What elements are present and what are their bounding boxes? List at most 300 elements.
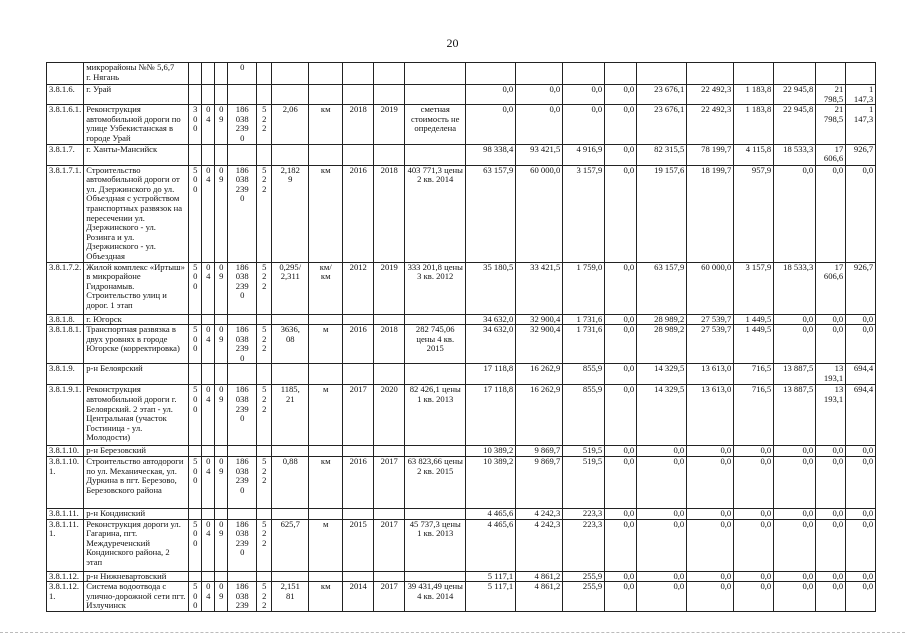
code-part-c <box>215 85 228 105</box>
capacity-cell: 0,295/ 2,311 <box>272 262 309 314</box>
capacity-cell <box>272 509 309 520</box>
value-cell: 32 900,4 <box>516 314 563 325</box>
code-part-d <box>228 571 257 582</box>
value-cell: 0,0 <box>816 314 846 325</box>
start-year-cell: 2016 <box>343 165 374 262</box>
end-year-cell <box>374 509 405 520</box>
end-year-cell: 2018 <box>374 325 405 364</box>
code-part-c: 0 9 <box>215 105 228 144</box>
code-part-e <box>257 364 272 385</box>
value-cell: 0,0 <box>846 325 876 364</box>
value-cell: 0,0 <box>816 165 846 262</box>
end-year-cell <box>374 85 405 105</box>
value-cell: 27 539,7 <box>687 325 734 364</box>
code-part-d: 0 <box>228 63 257 85</box>
unit-cell: км <box>309 582 343 612</box>
unit-cell <box>309 571 343 582</box>
code-part-e <box>257 571 272 582</box>
capacity-cell <box>272 571 309 582</box>
estimated-cost-cell <box>405 571 466 582</box>
code-part-a: 5 0 0 <box>189 385 202 446</box>
estimated-cost-cell <box>405 85 466 105</box>
value-cell: 0,0 <box>563 85 605 105</box>
unit-cell: м <box>309 385 343 446</box>
unit-cell <box>309 364 343 385</box>
unit-cell <box>309 144 343 165</box>
estimated-cost-cell <box>405 63 466 85</box>
value-cell: 0,0 <box>605 571 637 582</box>
scan-edge <box>0 632 905 633</box>
table-row <box>47 165 876 262</box>
value-cell: 0,0 <box>816 519 846 571</box>
investment-table <box>46 62 876 612</box>
value-cell <box>734 63 774 85</box>
value-cell: 18 533,3 <box>774 262 816 314</box>
code-part-a <box>189 314 202 325</box>
start-year-cell <box>343 364 374 385</box>
value-cell: 0,0 <box>516 105 563 144</box>
value-cell: 0,0 <box>774 325 816 364</box>
value-cell: 716,5 <box>734 364 774 385</box>
value-cell: 0,0 <box>466 105 516 144</box>
value-cell: 0,0 <box>637 446 687 457</box>
code-part-d: 186 038 239 0 <box>228 105 257 144</box>
value-cell: 926,7 <box>846 144 876 165</box>
value-cell: 694,4 <box>846 364 876 385</box>
value-cell: 0,0 <box>846 457 876 509</box>
start-year-cell: 2016 <box>343 325 374 364</box>
value-cell: 0,0 <box>734 571 774 582</box>
code-part-b: 0 4 <box>202 385 215 446</box>
value-cell: 13 193,1 <box>816 364 846 385</box>
value-cell: 9 869,7 <box>516 457 563 509</box>
value-cell: 0,0 <box>816 571 846 582</box>
value-cell <box>516 63 563 85</box>
value-cell: 0,0 <box>774 165 816 262</box>
code-part-b: 0 4 <box>202 165 215 262</box>
value-cell: 0,0 <box>605 385 637 446</box>
value-cell: 0,0 <box>516 85 563 105</box>
page-number: 20 <box>446 36 459 50</box>
value-cell: 18 533,3 <box>774 144 816 165</box>
end-year-cell: 2018 <box>374 165 405 262</box>
value-cell: 10 389,2 <box>466 457 516 509</box>
table-row <box>47 519 876 571</box>
code-part-b: 0 4 <box>202 105 215 144</box>
code-part-c: 0 9 <box>215 457 228 509</box>
code-part-a: 5 0 0 <box>189 325 202 364</box>
start-year-cell <box>343 85 374 105</box>
code-part-d <box>228 509 257 520</box>
value-cell: 0,0 <box>774 446 816 457</box>
code-part-b <box>202 571 215 582</box>
code-part-a: 3 0 0 <box>189 105 202 144</box>
value-cell: 519,5 <box>563 446 605 457</box>
value-cell: 926,7 <box>846 262 876 314</box>
value-cell: 0,0 <box>734 457 774 509</box>
code-part-c <box>215 144 228 165</box>
code-part-c <box>215 63 228 85</box>
code-part-e: 5 2 2 <box>257 105 272 144</box>
code-part-d: 186 038 239 <box>228 582 257 612</box>
value-cell: 0,0 <box>846 165 876 262</box>
value-cell: 16 262,9 <box>516 385 563 446</box>
value-cell: 223,3 <box>563 509 605 520</box>
code-part-a: 5 0 0 <box>189 519 202 571</box>
value-cell: 0,0 <box>637 582 687 612</box>
value-cell: 0,0 <box>637 457 687 509</box>
value-cell: 0,0 <box>605 364 637 385</box>
code-part-d: 186 038 239 0 <box>228 519 257 571</box>
start-year-cell <box>343 144 374 165</box>
value-cell: 0,0 <box>637 519 687 571</box>
code-part-c: 0 9 <box>215 325 228 364</box>
row-name: Реконструкция автомобильной дороги по улице Узбекистанская в городе Урай <box>84 105 189 144</box>
value-cell: 13 613,0 <box>687 364 734 385</box>
code-part-d <box>228 364 257 385</box>
code-part-d: 186 038 239 0 <box>228 457 257 509</box>
code-part-c: 0 9 <box>215 519 228 571</box>
value-cell: 3 157,9 <box>734 262 774 314</box>
value-cell: 14 329,5 <box>637 385 687 446</box>
capacity-cell <box>272 144 309 165</box>
code-part-b: 0 4 <box>202 519 215 571</box>
value-cell <box>563 63 605 85</box>
value-cell: 17 606,6 <box>816 262 846 314</box>
value-cell: 255,9 <box>563 582 605 612</box>
unit-cell: км <box>309 165 343 262</box>
code-part-c <box>215 571 228 582</box>
row-name: Строительство автомобильной дороги от ул. Дзержинского до ул. Объездная с устройством транспортных развязок на пересечении ул. Дзержинского - ул. Розинга и ул. Дзержинского - ул. Объездная <box>84 165 189 262</box>
estimated-cost-cell: сметная стоимость не определена <box>405 105 466 144</box>
row-name: р-н Березовский <box>84 446 189 457</box>
value-cell: 957,9 <box>734 165 774 262</box>
start-year-cell: 2014 <box>343 582 374 612</box>
row-code: 3.8.1.9. <box>47 364 84 385</box>
value-cell: 1 449,5 <box>734 325 774 364</box>
value-cell: 0,0 <box>605 582 637 612</box>
value-cell: 0,0 <box>774 457 816 509</box>
value-cell: 3 157,9 <box>563 165 605 262</box>
estimated-cost-cell: 63 823,66 цены 2 кв. 2015 <box>405 457 466 509</box>
table-row <box>47 364 876 385</box>
value-cell: 855,9 <box>563 385 605 446</box>
table-row <box>47 314 876 325</box>
code-part-b: 0 4 <box>202 582 215 612</box>
code-part-e <box>257 314 272 325</box>
code-part-e: 5 2 2 <box>257 325 272 364</box>
value-cell: 28 989,2 <box>637 325 687 364</box>
value-cell: 855,9 <box>563 364 605 385</box>
value-cell: 4 861,2 <box>516 582 563 612</box>
table-row <box>47 325 876 364</box>
value-cell: 63 157,9 <box>637 262 687 314</box>
value-cell: 63 157,9 <box>466 165 516 262</box>
row-name: р-н Нижневартовский <box>84 571 189 582</box>
start-year-cell: 2015 <box>343 519 374 571</box>
end-year-cell: 2017 <box>374 457 405 509</box>
value-cell: 0,0 <box>774 509 816 520</box>
value-cell: 17 606,6 <box>816 144 846 165</box>
table-row <box>47 457 876 509</box>
code-part-d <box>228 144 257 165</box>
row-name: р-н Кондинский <box>84 509 189 520</box>
value-cell <box>466 63 516 85</box>
row-name: Реконструкция дороги ул. Гагарина, пгт. Междуреченский Кондинского района, 2 этап <box>84 519 189 571</box>
value-cell: 13 887,5 <box>774 364 816 385</box>
end-year-cell <box>374 446 405 457</box>
start-year-cell <box>343 509 374 520</box>
code-part-c: 0 9 <box>215 262 228 314</box>
value-cell <box>774 63 816 85</box>
code-part-e <box>257 144 272 165</box>
row-code: 3.8.1.10. <box>47 446 84 457</box>
code-part-a: 5 0 0 <box>189 262 202 314</box>
table-row <box>47 509 876 520</box>
code-part-b <box>202 364 215 385</box>
code-part-b <box>202 509 215 520</box>
value-cell: 33 421,5 <box>516 262 563 314</box>
value-cell: 22 945,8 <box>774 85 816 105</box>
value-cell: 5 117,1 <box>466 571 516 582</box>
end-year-cell: 2019 <box>374 105 405 144</box>
estimated-cost-cell <box>405 314 466 325</box>
value-cell: 0,0 <box>687 519 734 571</box>
row-name: г. Югорск <box>84 314 189 325</box>
code-part-a: 5 0 0 <box>189 457 202 509</box>
unit-cell: км <box>309 105 343 144</box>
value-cell: 23 676,1 <box>637 85 687 105</box>
start-year-cell: 2017 <box>343 385 374 446</box>
table-row <box>47 144 876 165</box>
capacity-cell <box>272 446 309 457</box>
code-part-a <box>189 571 202 582</box>
value-cell: 27 539,7 <box>687 314 734 325</box>
code-part-e: 5 2 2 <box>257 165 272 262</box>
value-cell: 13 193,1 <box>816 385 846 446</box>
value-cell: 0,0 <box>605 509 637 520</box>
value-cell: 0,0 <box>846 519 876 571</box>
estimated-cost-cell <box>405 364 466 385</box>
value-cell: 4 916,9 <box>563 144 605 165</box>
row-name: р-н Белоярский <box>84 364 189 385</box>
value-cell: 0,0 <box>637 571 687 582</box>
value-cell: 0,0 <box>466 85 516 105</box>
value-cell: 9 869,7 <box>516 446 563 457</box>
code-part-b <box>202 85 215 105</box>
value-cell: 1 147,3 <box>846 85 876 105</box>
value-cell: 0,0 <box>687 582 734 612</box>
value-cell: 0,0 <box>734 519 774 571</box>
end-year-cell: 2017 <box>374 582 405 612</box>
value-cell: 1 449,5 <box>734 314 774 325</box>
value-cell: 0,0 <box>605 105 637 144</box>
value-cell: 0,0 <box>734 446 774 457</box>
value-cell: 0,0 <box>816 446 846 457</box>
value-cell: 0,0 <box>816 325 846 364</box>
value-cell: 0,0 <box>605 144 637 165</box>
row-code: 3.8.1.8. <box>47 314 84 325</box>
code-part-b: 0 4 <box>202 262 215 314</box>
code-part-d: 186 038 239 0 <box>228 165 257 262</box>
start-year-cell: 2016 <box>343 457 374 509</box>
value-cell: 0,0 <box>846 509 876 520</box>
value-cell: 0,0 <box>846 446 876 457</box>
value-cell: 17 118,8 <box>466 385 516 446</box>
capacity-cell: 2,151 81 <box>272 582 309 612</box>
end-year-cell: 2019 <box>374 262 405 314</box>
code-part-a <box>189 144 202 165</box>
value-cell <box>605 63 637 85</box>
value-cell: 5 117,1 <box>466 582 516 612</box>
row-code: 3.8.1.7.2. <box>47 262 84 314</box>
value-cell: 0,0 <box>774 582 816 612</box>
row-name: микрорайоны №№ 5,6,7 г. Нягань <box>84 63 189 85</box>
value-cell: 10 389,2 <box>466 446 516 457</box>
value-cell: 4 465,6 <box>466 519 516 571</box>
value-cell: 1 183,8 <box>734 85 774 105</box>
value-cell: 4 242,3 <box>516 509 563 520</box>
table-row <box>47 582 876 612</box>
value-cell: 1 183,8 <box>734 105 774 144</box>
value-cell: 0,0 <box>605 325 637 364</box>
row-code: 3.8.1.12. <box>47 571 84 582</box>
value-cell: 0,0 <box>846 571 876 582</box>
value-cell: 4 861,2 <box>516 571 563 582</box>
capacity-cell: 2,06 <box>272 105 309 144</box>
row-code: 3.8.1.8.1. <box>47 325 84 364</box>
capacity-cell <box>272 63 309 85</box>
value-cell: 1 731,6 <box>563 325 605 364</box>
estimated-cost-cell: 333 201,8 цены 3 кв. 2012 <box>405 262 466 314</box>
value-cell: 0,0 <box>605 85 637 105</box>
value-cell: 0,0 <box>687 446 734 457</box>
capacity-cell: 625,7 <box>272 519 309 571</box>
capacity-cell <box>272 314 309 325</box>
row-code: 3.8.1.12. 1. <box>47 582 84 612</box>
unit-cell <box>309 509 343 520</box>
code-part-a: 5 0 0 <box>189 165 202 262</box>
value-cell: 13 613,0 <box>687 385 734 446</box>
table-row <box>47 385 876 446</box>
value-cell: 23 676,1 <box>637 105 687 144</box>
row-name: Транспортная развязка в двух уровнях в городе Югорске (корректировка) <box>84 325 189 364</box>
row-code: 3.8.1.9.1. <box>47 385 84 446</box>
start-year-cell <box>343 314 374 325</box>
value-cell: 82 315,5 <box>637 144 687 165</box>
value-cell: 0,0 <box>774 571 816 582</box>
estimated-cost-cell <box>405 509 466 520</box>
code-part-c <box>215 446 228 457</box>
code-part-e: 5 2 2 <box>257 582 272 612</box>
code-part-a <box>189 63 202 85</box>
value-cell: 1 147,3 <box>846 105 876 144</box>
estimated-cost-cell: 39 431,49 цены 4 кв. 2014 <box>405 582 466 612</box>
row-code: 3.8.1.10. 1. <box>47 457 84 509</box>
code-part-e: 5 2 2 <box>257 262 272 314</box>
row-code <box>47 63 84 85</box>
row-name: Система водоотвода с улично-дорожной сети пгт. Излучинск <box>84 582 189 612</box>
end-year-cell: 2020 <box>374 385 405 446</box>
row-code: 3.8.1.11. <box>47 509 84 520</box>
code-part-c: 0 9 <box>215 582 228 612</box>
value-cell: 4 242,3 <box>516 519 563 571</box>
value-cell: 0,0 <box>846 582 876 612</box>
value-cell: 35 180,5 <box>466 262 516 314</box>
value-cell: 93 421,5 <box>516 144 563 165</box>
value-cell: 0,0 <box>774 314 816 325</box>
row-code: 3.8.1.7. <box>47 144 84 165</box>
code-part-b <box>202 446 215 457</box>
start-year-cell: 2012 <box>343 262 374 314</box>
code-part-c <box>215 314 228 325</box>
row-name: г. Ханты-Мансийск <box>84 144 189 165</box>
value-cell: 13 887,5 <box>774 385 816 446</box>
row-code: 3.8.1.11. 1. <box>47 519 84 571</box>
end-year-cell <box>374 314 405 325</box>
value-cell: 0,0 <box>734 582 774 612</box>
capacity-cell: 0,88 <box>272 457 309 509</box>
value-cell <box>687 63 734 85</box>
start-year-cell: 2018 <box>343 105 374 144</box>
table-body <box>47 63 876 612</box>
value-cell: 18 199,7 <box>687 165 734 262</box>
estimated-cost-cell: 282 745,06 цены 4 кв. 2015 <box>405 325 466 364</box>
unit-cell <box>309 85 343 105</box>
value-cell: 0,0 <box>774 519 816 571</box>
code-part-d: 186 038 239 0 <box>228 262 257 314</box>
table-row <box>47 262 876 314</box>
end-year-cell: 2017 <box>374 519 405 571</box>
value-cell <box>637 63 687 85</box>
start-year-cell <box>343 571 374 582</box>
unit-cell <box>309 446 343 457</box>
value-cell: 716,5 <box>734 385 774 446</box>
code-part-d <box>228 314 257 325</box>
value-cell: 0,0 <box>816 457 846 509</box>
value-cell: 223,3 <box>563 519 605 571</box>
code-part-a <box>189 364 202 385</box>
code-part-d <box>228 446 257 457</box>
value-cell: 0,0 <box>846 314 876 325</box>
value-cell: 0,0 <box>687 457 734 509</box>
value-cell: 0,0 <box>687 571 734 582</box>
end-year-cell <box>374 571 405 582</box>
value-cell: 0,0 <box>816 582 846 612</box>
row-name: г. Урай <box>84 85 189 105</box>
code-part-c <box>215 364 228 385</box>
estimated-cost-cell: 82 426,1 цены 1 кв. 2013 <box>405 385 466 446</box>
code-part-c <box>215 509 228 520</box>
value-cell: 0,0 <box>637 509 687 520</box>
value-cell: 78 199,7 <box>687 144 734 165</box>
value-cell: 22 492,3 <box>687 105 734 144</box>
estimated-cost-cell <box>405 144 466 165</box>
code-part-b: 0 4 <box>202 457 215 509</box>
value-cell: 98 338,4 <box>466 144 516 165</box>
value-cell: 0,0 <box>816 509 846 520</box>
value-cell <box>846 63 876 85</box>
code-part-a <box>189 509 202 520</box>
code-part-a <box>189 85 202 105</box>
value-cell: 32 900,4 <box>516 325 563 364</box>
value-cell: 0,0 <box>605 519 637 571</box>
row-name: Строительство автодороги по ул. Механическая, ул. Дуркина в пгт. Березово, Березовского района <box>84 457 189 509</box>
code-part-e <box>257 446 272 457</box>
value-cell <box>816 63 846 85</box>
value-cell: 1 731,6 <box>563 314 605 325</box>
estimated-cost-cell <box>405 446 466 457</box>
